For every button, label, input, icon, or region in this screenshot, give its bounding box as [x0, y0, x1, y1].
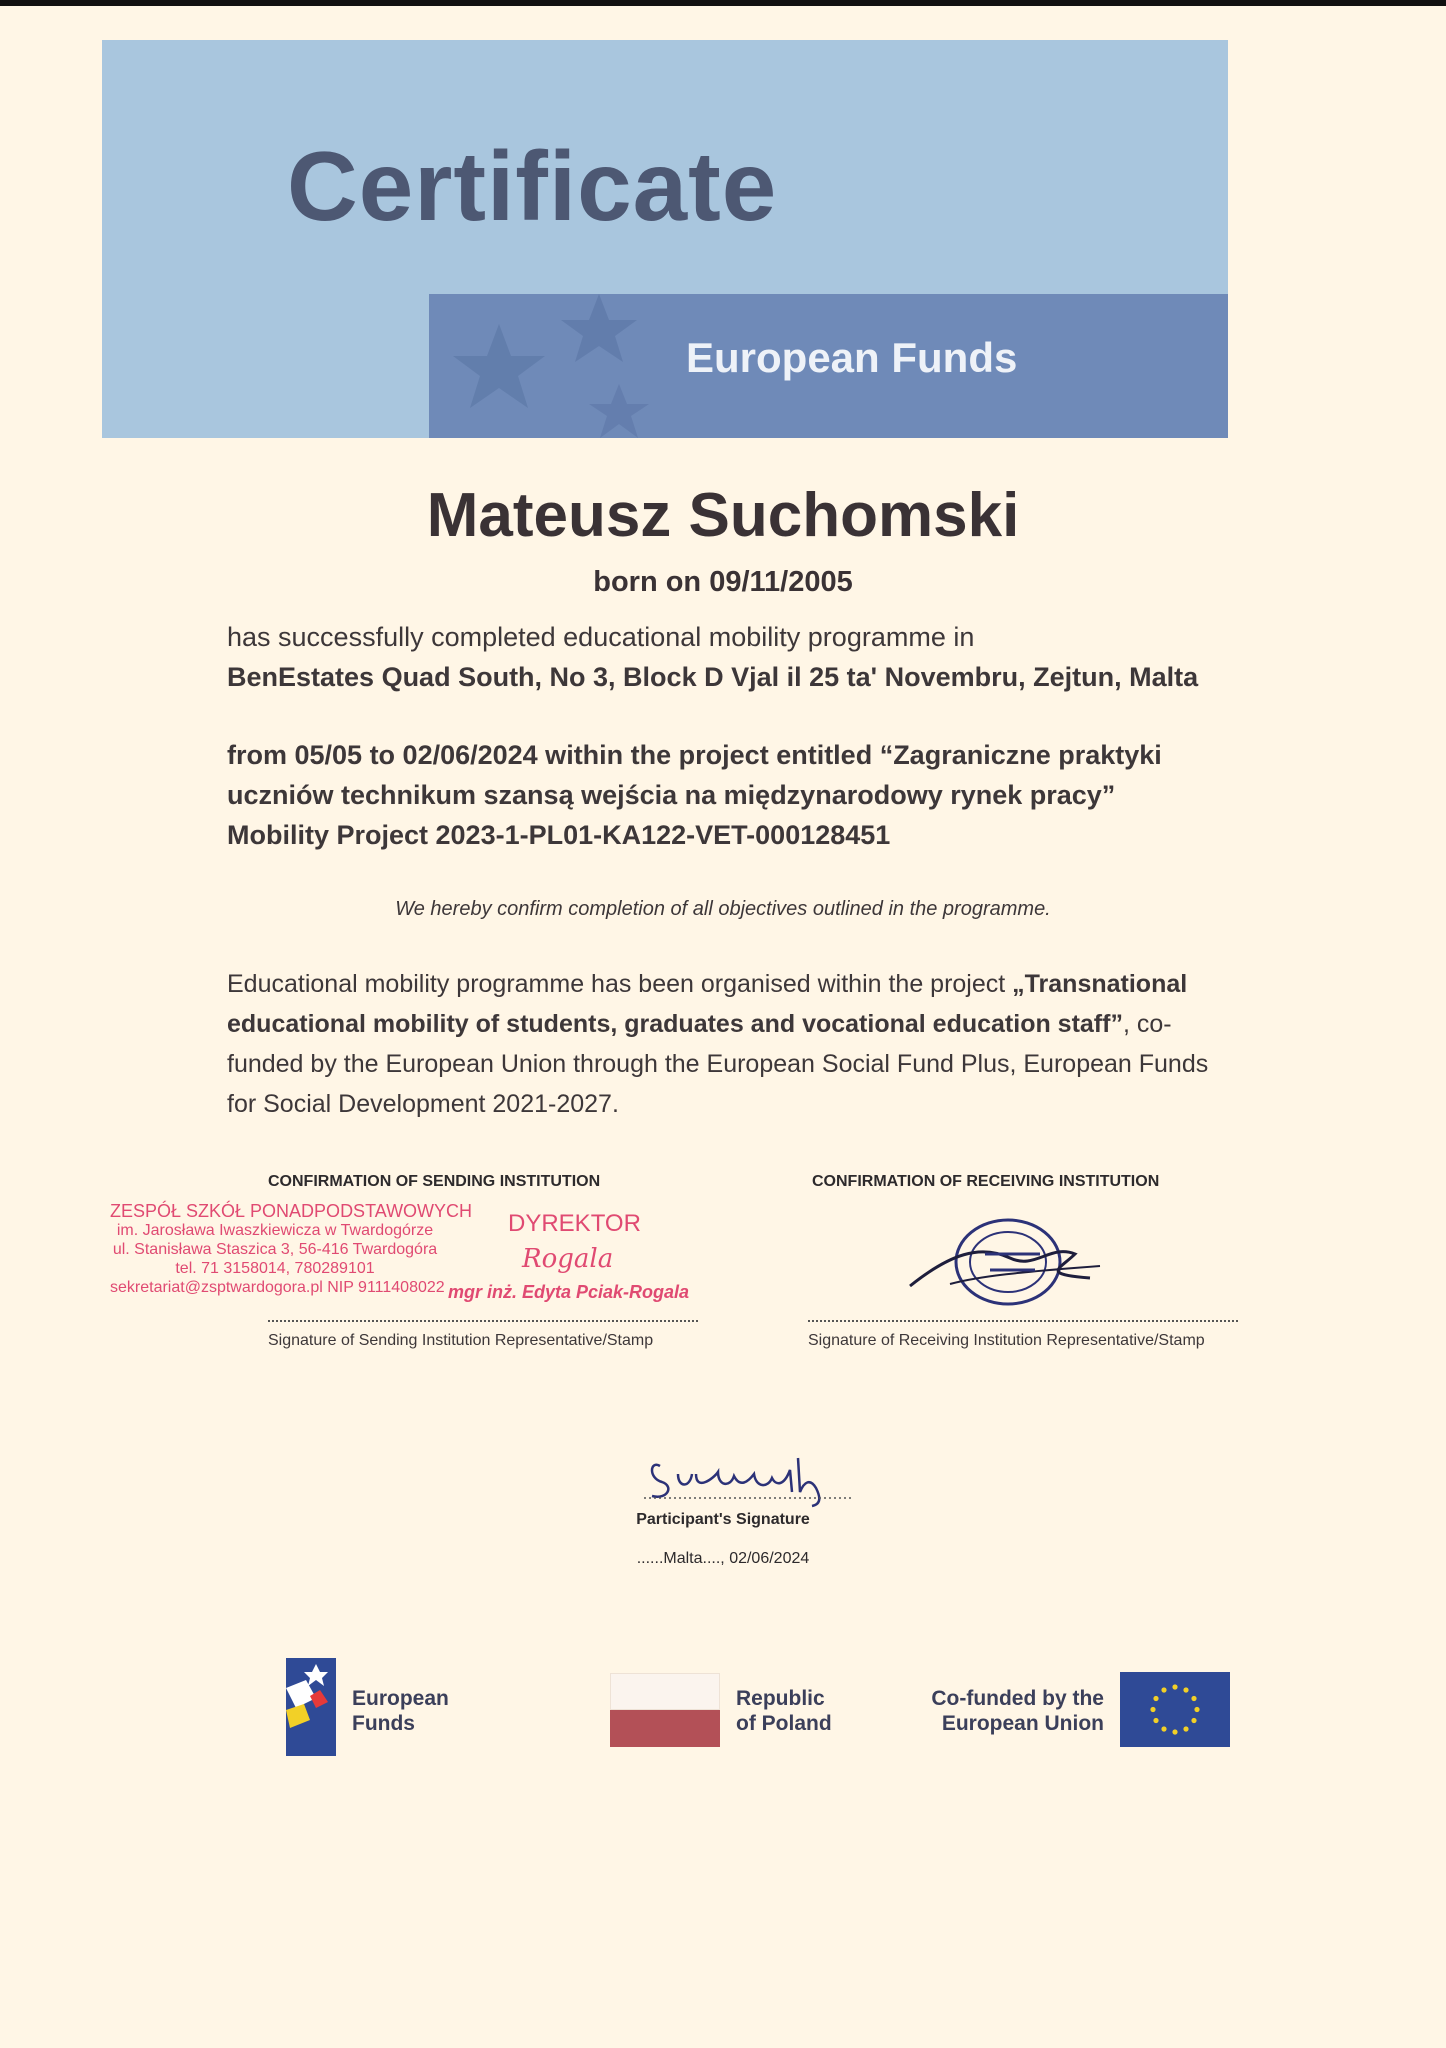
sending-signature-line — [268, 1320, 698, 1322]
sending-signature-caption: Signature of Sending Institution Representative/Stamp — [268, 1332, 654, 1349]
director-signature: Rogala — [522, 1244, 614, 1274]
organisation-project-title: „Transnational educational mobility of students, graduates and vocational education staff” — [227, 970, 1188, 1038]
completion-line: has successfully completed educational mobility programme in — [227, 622, 975, 652]
receiving-signature — [890, 1214, 1110, 1314]
sending-institution-stamp — [110, 1201, 473, 1297]
logo-text-line: European — [352, 1687, 449, 1710]
organisation-rest: , co-funded by the European Union through the European Social Fund Plus, European Funds for Social Development 2021-2027. — [227, 1010, 1209, 1118]
logo-text-line: of Poland — [736, 1712, 832, 1735]
stamp-line: tel. 71 3158014, 780289101 — [175, 1260, 375, 1277]
receiving-signature-line — [808, 1320, 1238, 1322]
poland-flag-red — [610, 1710, 720, 1747]
eu-flag-icon — [1120, 1672, 1230, 1747]
poland-flag-icon — [610, 1673, 720, 1747]
certificate-title: Certificate — [287, 131, 778, 241]
european-funds-logo-icon — [286, 1658, 336, 1756]
receiving-signature-caption: Signature of Receiving Institution Representative/Stamp — [808, 1332, 1205, 1349]
organisation-intro: Educational mobility programme has been organised within the project — [227, 970, 1013, 998]
logo-text-line: Co-funded by the — [931, 1687, 1104, 1710]
stamp-line: ZESPÓŁ SZKÓŁ PONADPODSTAWOWYCH — [110, 1201, 473, 1221]
project-number: Mobility Project 2023-1-PL01-KA122-VET-000128451 — [227, 820, 891, 850]
poland-flag-white — [610, 1673, 720, 1710]
stamp-line: sekretariat@zsptwardogora.pl NIP 9111408022 — [110, 1279, 445, 1296]
stamp-line: ul. Stanisława Staszica 3, 56-416 Twardogóra — [112, 1241, 438, 1258]
recipient-name: Mateusz Suchomski — [426, 481, 1020, 550]
logo-text-line: Republic — [736, 1687, 825, 1710]
poland-logo-text — [736, 1686, 832, 1736]
sending-heading: CONFIRMATION OF SENDING INSTITUTION — [268, 1173, 601, 1190]
banner-subtitle: European Funds — [686, 334, 1018, 381]
receiving-heading: CONFIRMATION OF RECEIVING INSTITUTION — [812, 1173, 1160, 1190]
european-funds-logo-text — [352, 1686, 449, 1736]
organisation-paragraph — [227, 964, 1227, 1124]
certificate-banner — [102, 40, 1228, 438]
place-and-date: ......Malta...., 02/06/2024 — [636, 1550, 810, 1567]
logo-text-line: European Union — [941, 1712, 1104, 1735]
stamp-line: im. Jarosława Iwaszkiewicza w Twardogórze — [116, 1222, 434, 1239]
project-line-2: uczniów technikum szansą wejścia na międzynarodowy rynek pracy” — [227, 780, 1116, 810]
scan-top-edge — [0, 0, 1446, 6]
banner-strip — [429, 294, 1228, 438]
logo-text-line: Funds — [352, 1712, 415, 1735]
participant-signature — [644, 1448, 854, 1508]
project-line-1: from 05/05 to 02/06/2024 within the project entitled “Zagraniczne praktyki — [227, 740, 1162, 770]
director-name-stamp: mgr inż. Edyta Pciak-Rogala — [448, 1282, 690, 1302]
director-title-stamp: DYREKTOR — [508, 1210, 641, 1237]
participant-signature-label: Participant's Signature — [636, 1511, 810, 1528]
host-address: BenEstates Quad South, No 3, Block D Vjal il 25 ta' Novembru, Zejtun, Malta — [227, 662, 1199, 692]
objectives-confirmation: We hereby confirm completion of all objectives outlined in the programme. — [395, 898, 1051, 920]
recipient-birthdate: born on 09/11/2005 — [593, 566, 853, 598]
eu-cofunded-text — [900, 1686, 1104, 1736]
banner-stars-graphic — [429, 294, 689, 438]
